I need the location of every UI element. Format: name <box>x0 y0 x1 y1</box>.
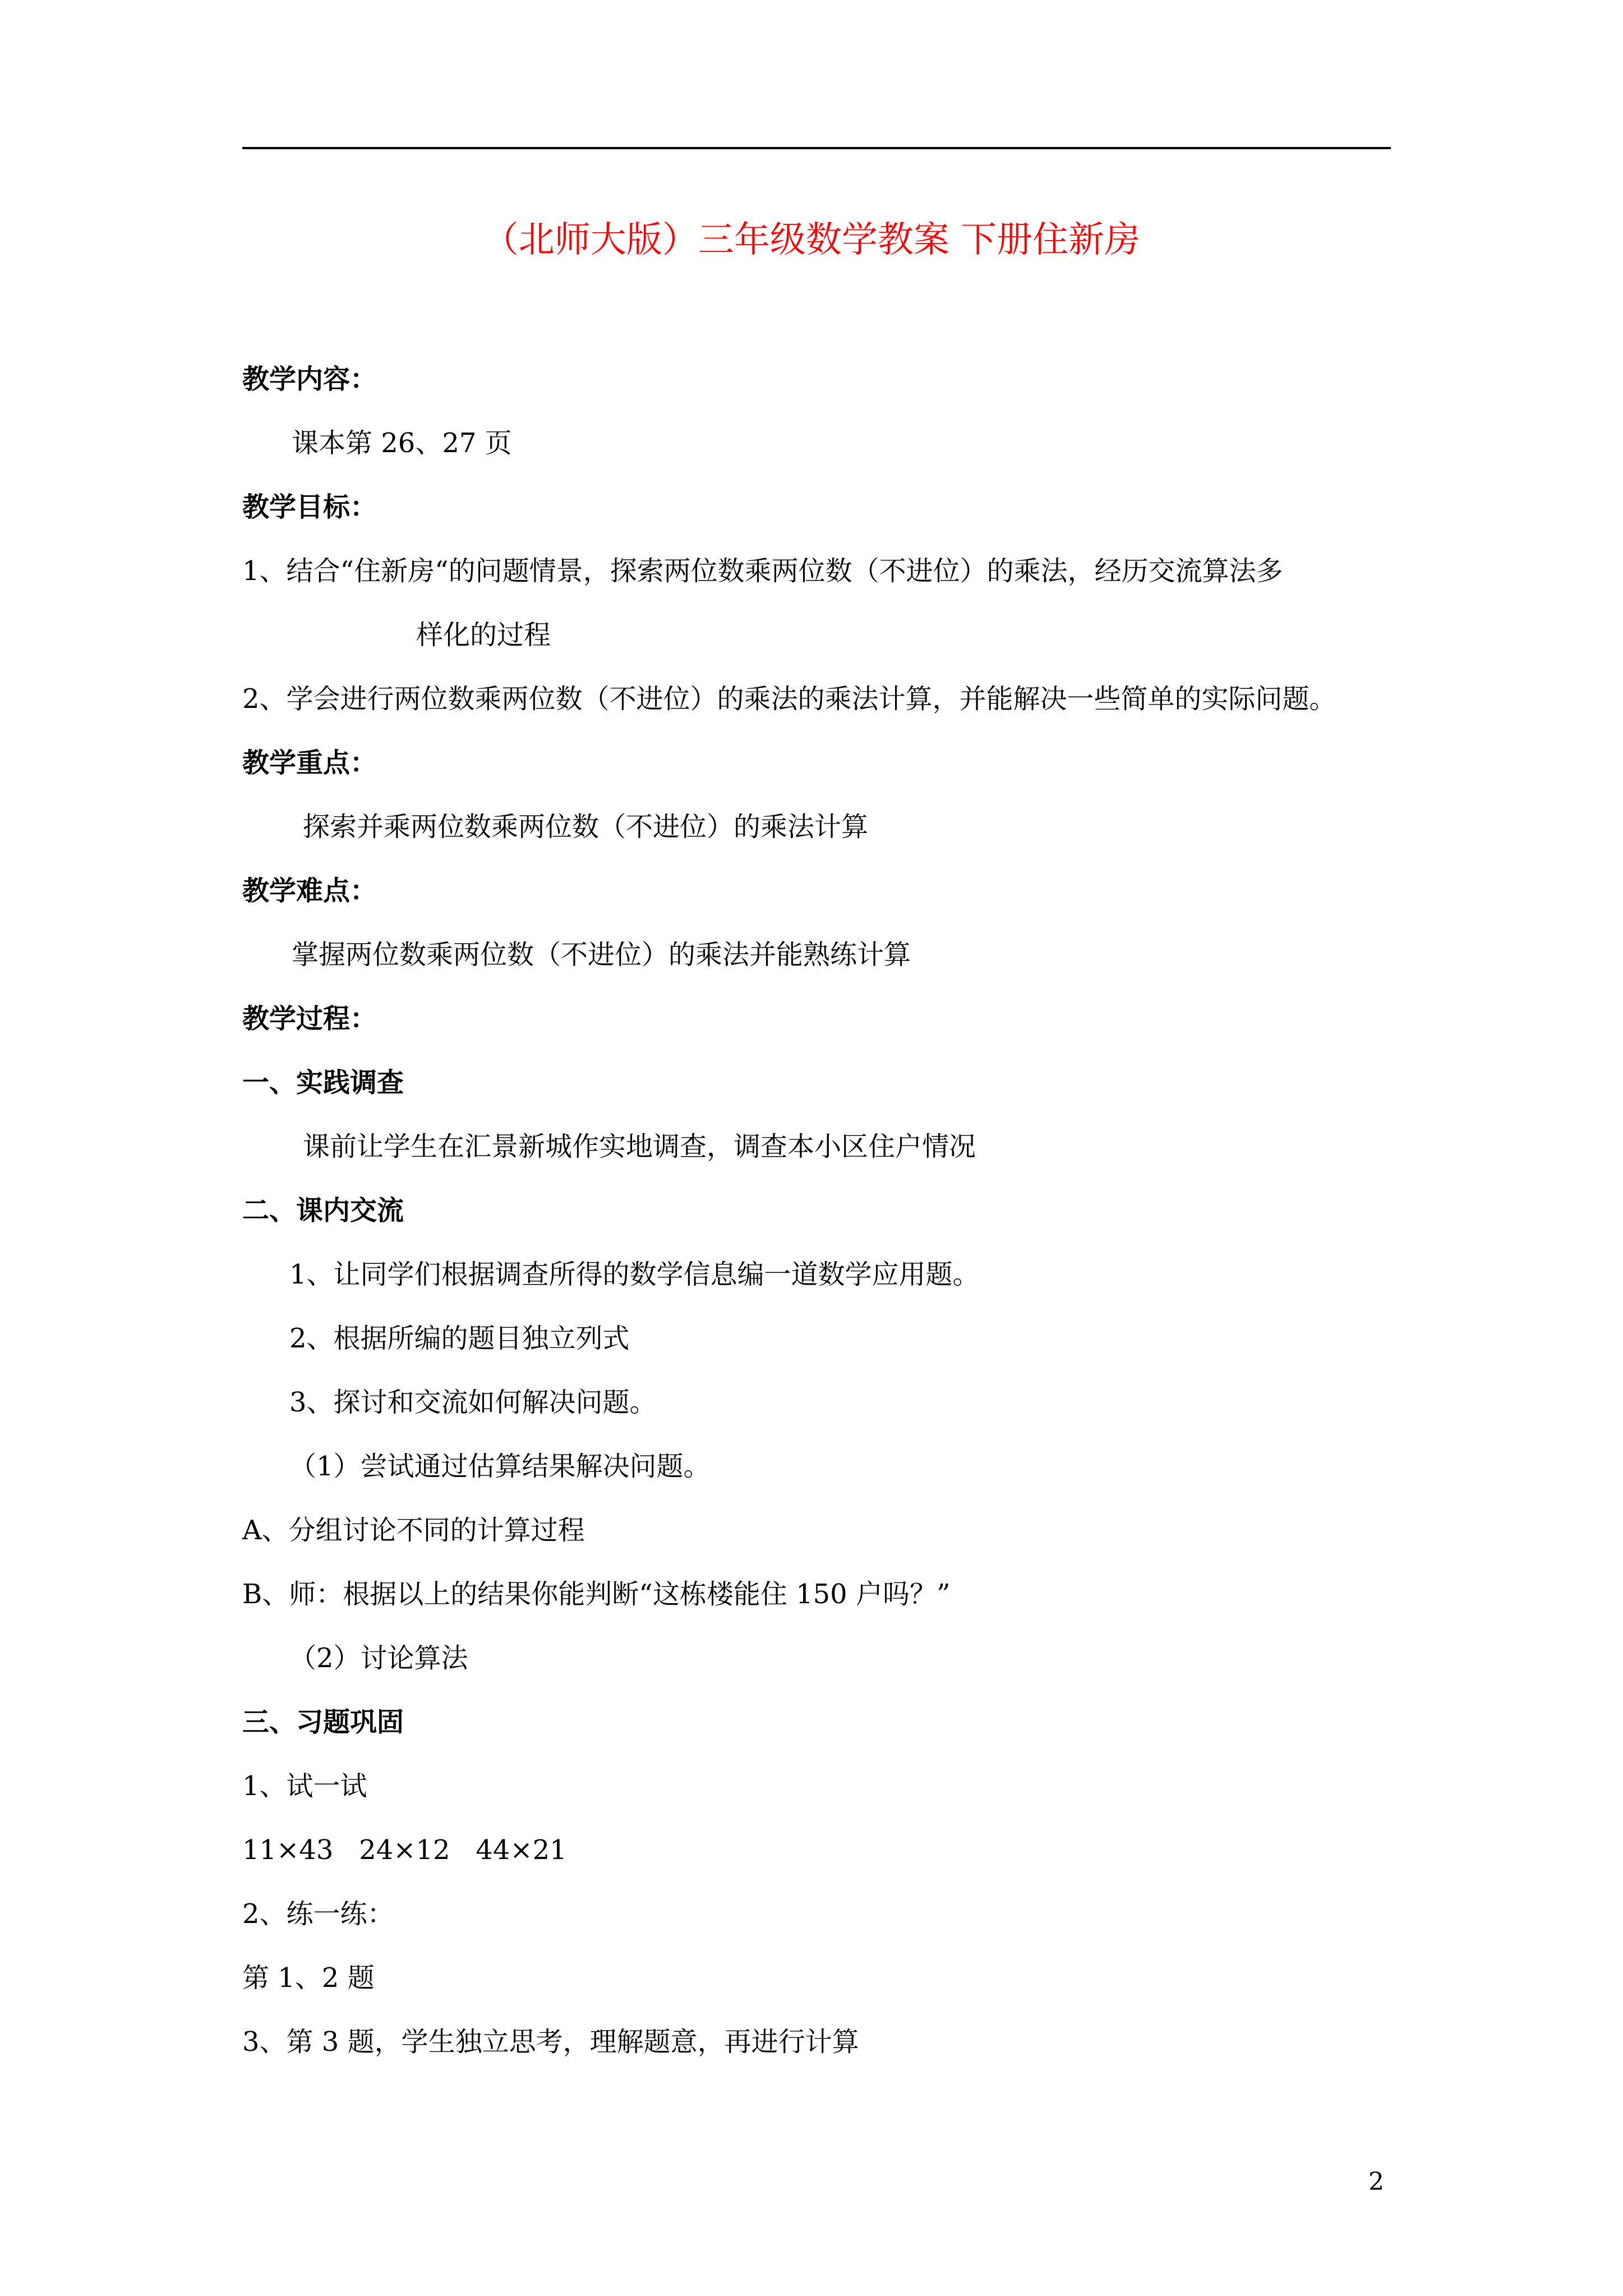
document-title: （北师大版）三年级数学教案 下册住新房 <box>482 219 1141 261</box>
section-2-item-b: B、师：根据以上的结果你能判断“这栋楼能住 150 户吗？” <box>242 1579 951 1610</box>
section-2-heading: 二、课内交流 <box>242 1195 404 1226</box>
objective-1-line-2: 样化的过程 <box>416 619 551 651</box>
section-2-item-3: 3、探讨和交流如何解决问题。 <box>289 1387 657 1418</box>
heading-teaching-content: 教学内容： <box>242 364 377 395</box>
section-3-item-2-text: 第 1、2 题 <box>242 1962 375 1994</box>
section-2-item-3-1: （1）尝试通过估算结果解决问题。 <box>289 1451 711 1482</box>
key-points-text: 探索并乘两位数乘两位数（不进位）的乘法计算 <box>303 811 869 843</box>
objective-2: 2、学会进行两位数乘两位数（不进位）的乘法的乘法计算，并能解决一些简单的实际问题。 <box>242 683 1336 715</box>
section-1-text: 课前让学生在汇景新城作实地调查，调查本小区住户情况 <box>303 1131 976 1162</box>
page-number: 2 <box>1368 2168 1384 2196</box>
teaching-content-text: 课本第 26、27 页 <box>292 427 512 459</box>
section-2-item-3-2: （2）讨论算法 <box>289 1642 468 1674</box>
heading-difficulties: 教学难点： <box>242 875 377 907</box>
heading-teaching-objectives: 教学目标： <box>242 491 377 523</box>
section-3-heading: 三、习题巩固 <box>242 1706 404 1738</box>
heading-teaching-process: 教学过程： <box>242 1003 377 1034</box>
objective-1-line-1: 1、结合“住新房“的问题情景，探索两位数乘两位数（不进位）的乘法，经历交流算法多 <box>242 555 1283 587</box>
section-3-item-3: 3、第 3 题，学生独立思考，理解题意，再进行计算 <box>242 2026 859 2058</box>
difficulties-text: 掌握两位数乘两位数（不进位）的乘法并能熟练计算 <box>292 939 911 970</box>
section-3-exercises: 11×43 24×12 44×21 <box>242 1834 567 1866</box>
heading-key-points: 教学重点： <box>242 747 377 779</box>
section-3-item-2: 2、练一练： <box>242 1898 394 1930</box>
section-2-item-a: A、分组讨论不同的计算过程 <box>242 1515 585 1546</box>
section-3-item-1: 1、试一试 <box>242 1770 367 1802</box>
section-1-heading: 一、实践调查 <box>242 1067 404 1098</box>
section-2-item-1: 1、让同学们根据调查所得的数学信息编一道数学应用题。 <box>289 1259 980 1290</box>
header-rule <box>242 147 1391 149</box>
section-2-item-2: 2、根据所编的题目独立列式 <box>289 1323 630 1354</box>
